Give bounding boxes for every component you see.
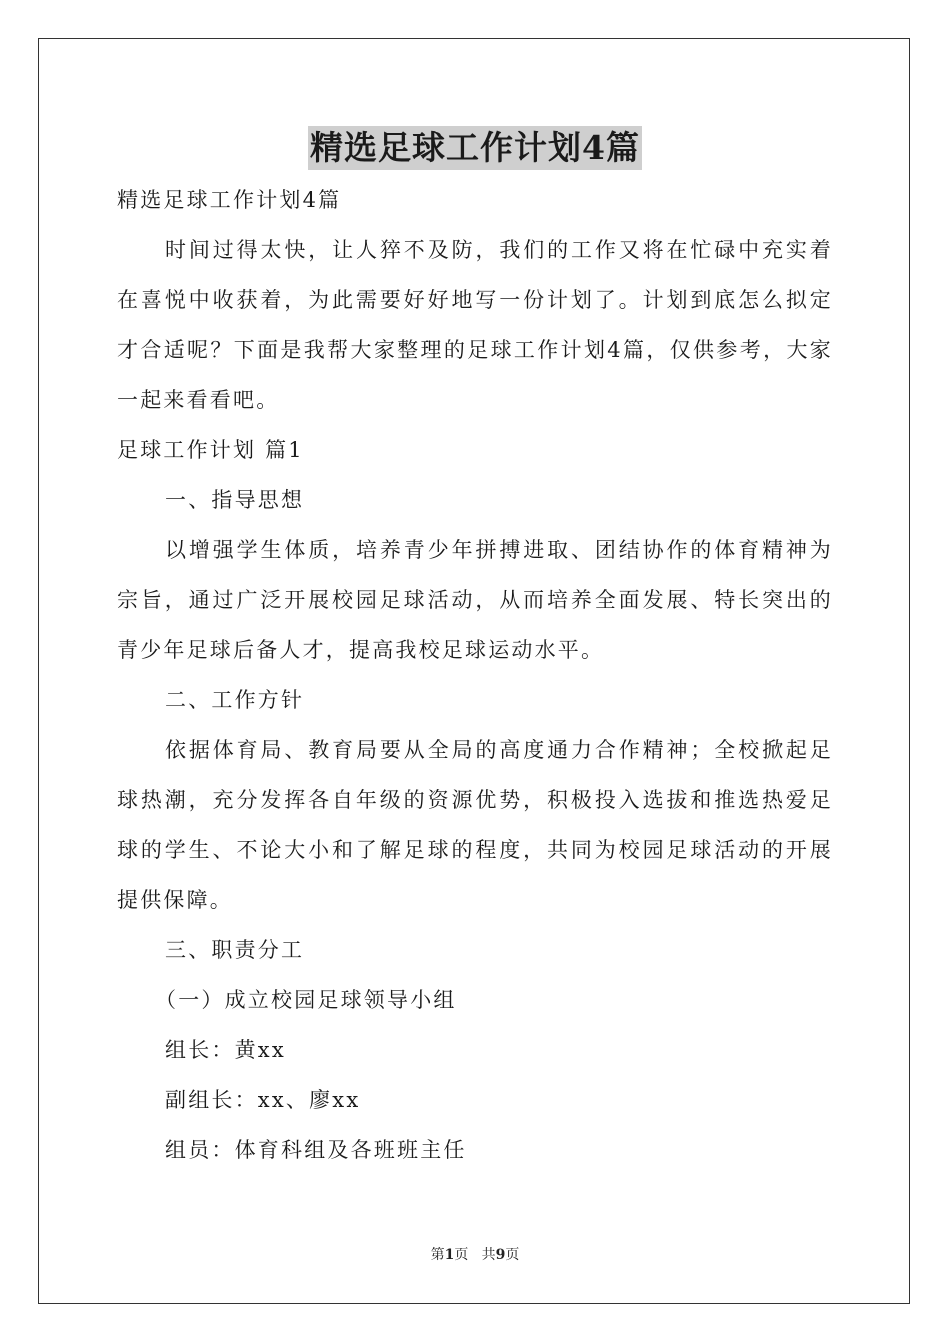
paragraph-guiding-ideology: 以增强学生体质，培养青少年拼搏进取、团结协作的体育精神为宗旨，通过广泛开展校园足球活动，从而培养全面发展、特长突出的青少年足球后备人才，提高我校足球运动水平。 bbox=[117, 538, 833, 662]
deputy-leader-line: 副组长：xx、廖xx bbox=[165, 1088, 361, 1112]
members-line: 组员：体育科组及各班班主任 bbox=[165, 1138, 467, 1162]
page-suffix: 页 bbox=[454, 1247, 469, 1263]
heading-responsibilities: 三、职责分工 bbox=[165, 938, 305, 962]
page-prefix: 第 bbox=[430, 1247, 445, 1263]
subheading-leadership-group: （一）成立校园足球领导小组 bbox=[155, 988, 457, 1012]
section-heading: 足球工作计划 篇1 bbox=[117, 438, 304, 462]
total-suffix: 页 bbox=[505, 1247, 520, 1263]
document-subtitle: 精选足球工作计划4篇 bbox=[117, 188, 342, 212]
total-prefix: 共 bbox=[481, 1247, 496, 1263]
paragraph-work-policy: 依据体育局、教育局要从全局的高度通力合作精神；全校掀起足球热潮，充分发挥各自年级的资源优势，积极投入选拔和推选热爱足球的学生、不论大小和了解足球的程度，共同为校园足球活动的开展提供保障。 bbox=[117, 738, 833, 912]
page-footer bbox=[0, 1244, 950, 1264]
document-body bbox=[117, 175, 833, 1175]
intro-paragraph: 时间过得太快，让人猝不及防，我们的工作又将在忙碌中充实着在喜悦中收获着，为此需要好好地写一份计划了。计划到底怎么拟定才合适呢？下面是我帮大家整理的足球工作计划4篇，仅供参考，大家一起来看看吧。 bbox=[117, 238, 833, 412]
document-title: 精选足球工作计划4篇 bbox=[308, 126, 642, 170]
title-container bbox=[0, 126, 950, 170]
heading-work-policy: 二、工作方针 bbox=[165, 688, 305, 712]
page-number: 1 bbox=[444, 1247, 455, 1263]
heading-guiding-ideology: 一、指导思想 bbox=[165, 488, 305, 512]
leader-line: 组长：黄xx bbox=[165, 1038, 286, 1062]
total-pages: 9 bbox=[495, 1247, 506, 1263]
